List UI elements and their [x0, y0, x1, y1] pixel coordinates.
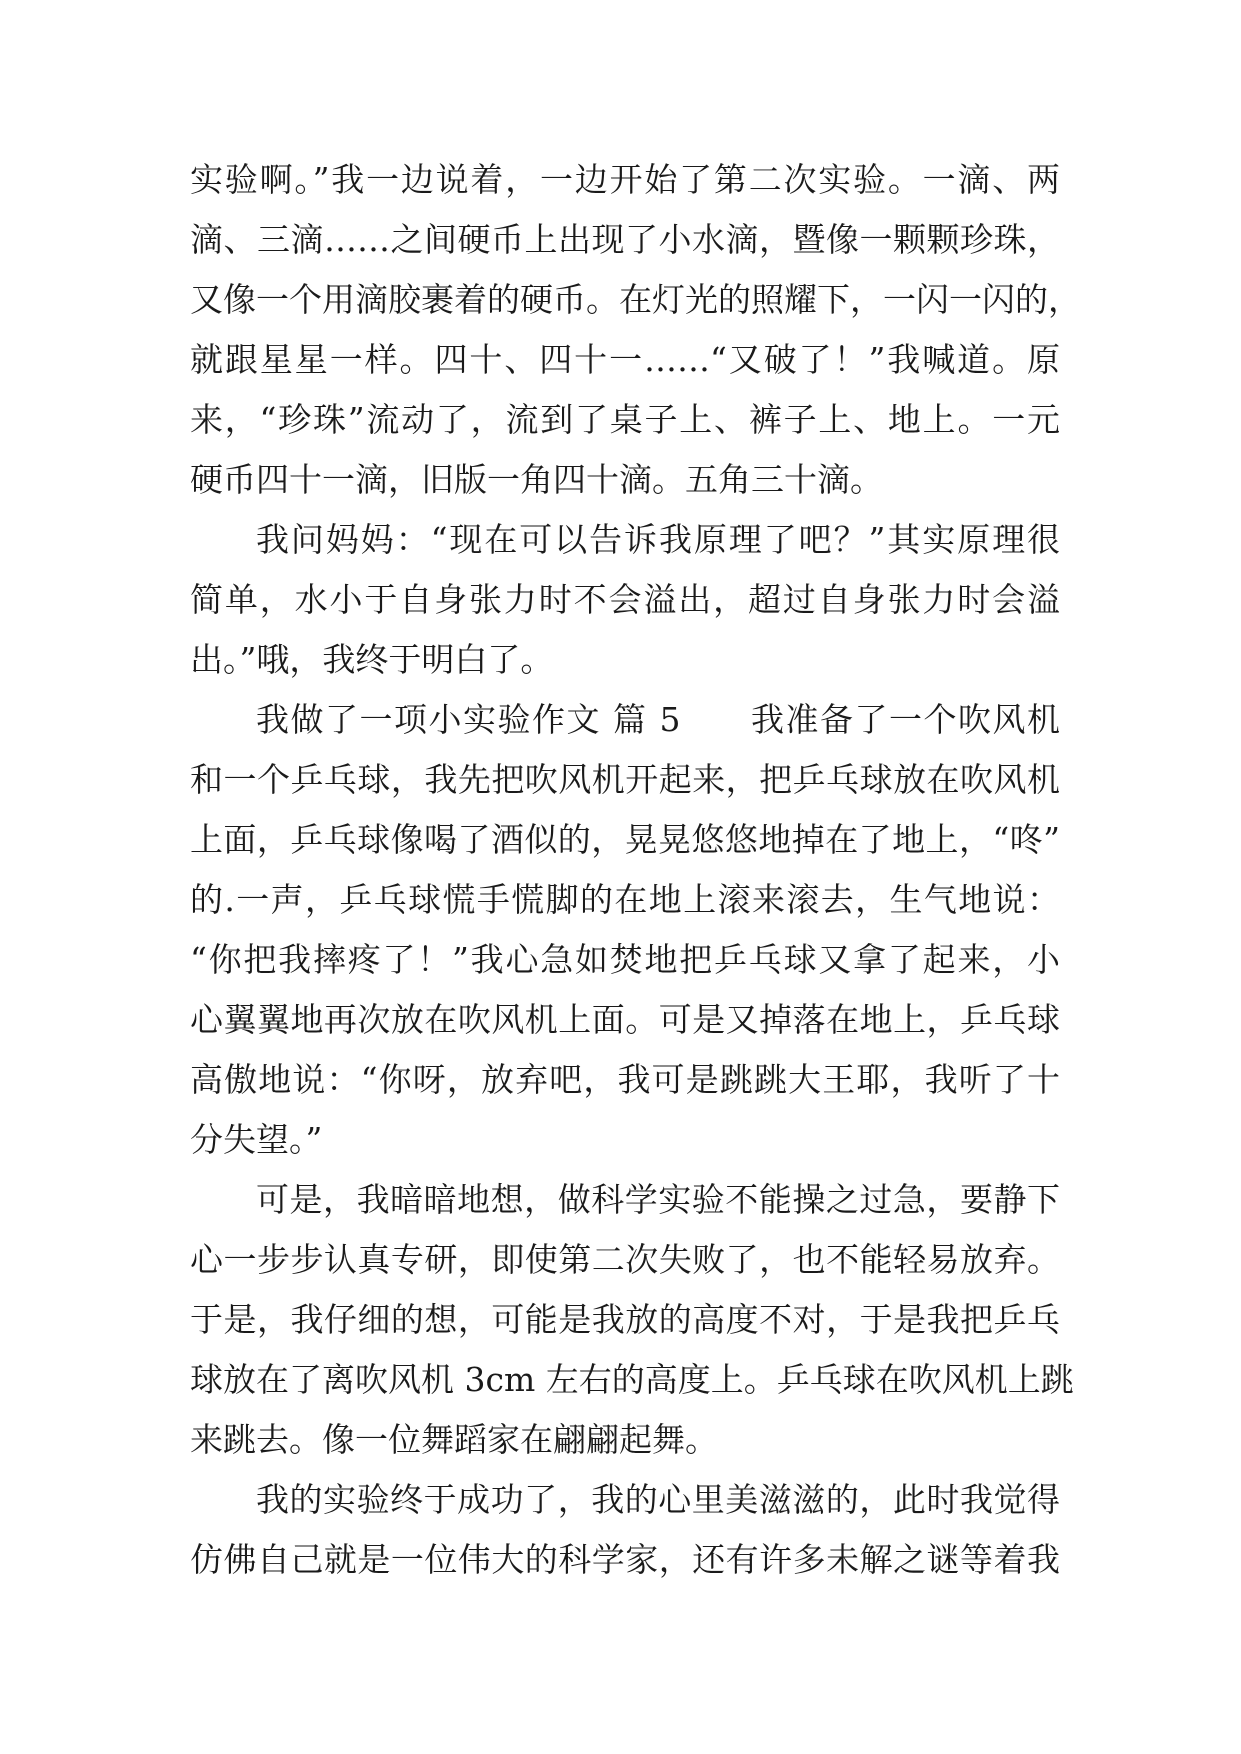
text-line: 心一步步认真专研，即使第二次失败了，也不能轻易放弃。	[190, 1240, 1060, 1279]
text-line: 简单，水小于自身张力时不会溢出，超过自身张力时会溢	[190, 580, 1060, 619]
text-line: 高傲地说：“你呀，放弃吧，我可是跳跳大王耶，我听了十	[190, 1060, 1060, 1099]
text-line: 来，“珍珠”流动了，流到了桌子上、裤子上、地上。一元	[190, 400, 1060, 439]
text-line: 仿佛自己就是一位伟大的科学家，还有许多未解之谜等着我	[190, 1540, 1060, 1579]
text-line: 可是，我暗暗地想，做科学实验不能操之过急，要静下	[256, 1180, 1060, 1219]
text-line: “你把我摔疼了！”我心急如焚地把乒乓球又拿了起来，小	[190, 940, 1060, 979]
text-line: 又像一个用滴胶裹着的硬币。在灯光的照耀下，一闪一闪的，	[190, 280, 1081, 319]
text-line: 就跟星星一样。四十、四十一……“又破了！”我喊道。原	[190, 340, 1060, 379]
text-line: 的.一声，乒乓球慌手慌脚的在地上滚来滚去，生气地说：	[190, 880, 1060, 919]
section-heading-line: 我做了一项小实验作文 篇 5 我准备了一个吹风机	[256, 700, 1060, 739]
text-line: 出。”哦，我终于明白了。	[190, 640, 554, 679]
text-line: 球放在了离吹风机 3cm 左右的高度上。乒乓球在吹风机上跳	[190, 1360, 1074, 1399]
text-line: 我的实验终于成功了，我的心里美滋滋的，此时我觉得	[256, 1480, 1060, 1519]
text-line: 和一个乒乓球，我先把吹风机开起来，把乒乓球放在吹风机	[190, 760, 1060, 799]
text-line: 上面，乒乓球像喝了酒似的，晃晃悠悠地掉在了地上，“咚”	[190, 820, 1060, 859]
text-line: 硬币四十一滴，旧版一角四十滴。五角三十滴。	[190, 460, 883, 499]
text-line: 来跳去。像一位舞蹈家在翩翩起舞。	[190, 1420, 718, 1459]
text-line: 我问妈妈：“现在可以告诉我原理了吧？”其实原理很	[256, 520, 1060, 559]
text-line: 滴、三滴……之间硬币上出现了小水滴，暨像一颗颗珍珠，	[190, 220, 1060, 259]
text-line: 于是，我仔细的想，可能是我放的高度不对，于是我把乒乓	[190, 1300, 1060, 1339]
text-line: 实验啊。”我一边说着，一边开始了第二次实验。一滴、两	[190, 160, 1060, 199]
text-line: 分失望。”	[190, 1120, 323, 1159]
text-line: 心翼翼地再次放在吹风机上面。可是又掉落在地上，乒乓球	[190, 1000, 1060, 1039]
body-text	[190, 150, 1081, 1590]
